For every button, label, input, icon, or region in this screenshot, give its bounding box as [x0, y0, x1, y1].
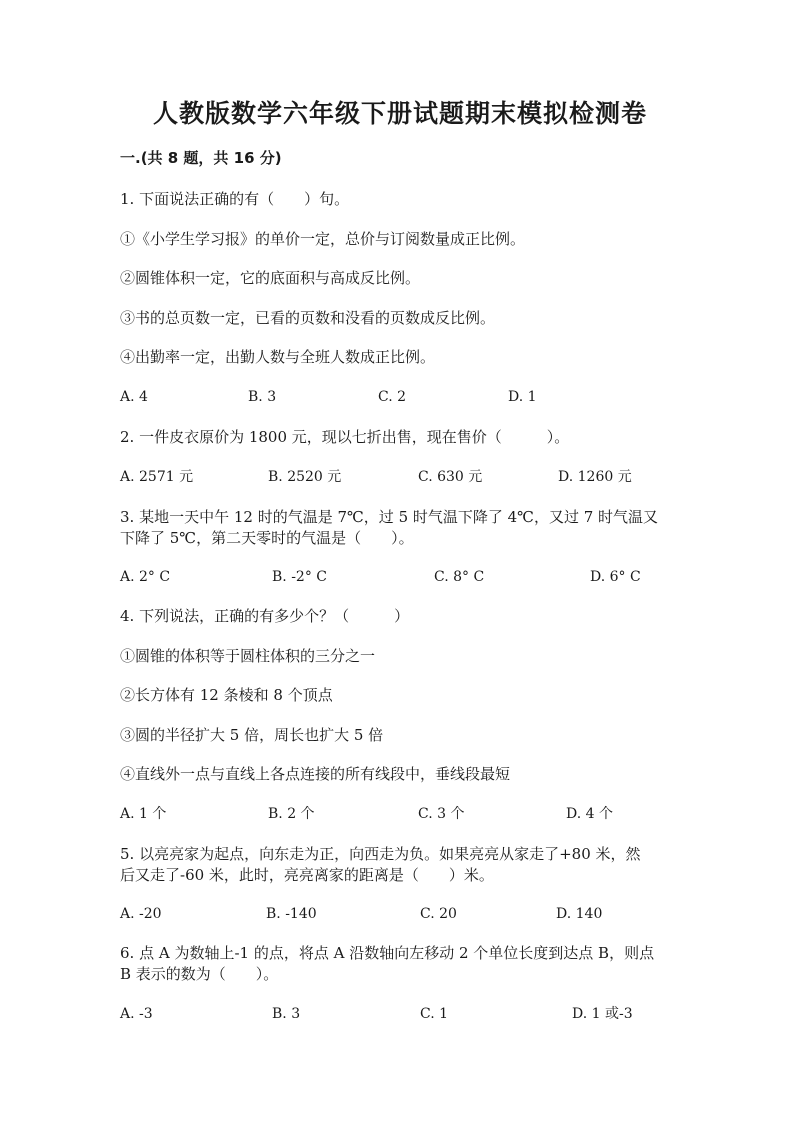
question-5-option-d: D. 140 — [556, 906, 603, 922]
question-4-option-c: C. 3 个 — [418, 806, 465, 822]
question-6-stem-line-1: 6. 点 A 为数轴上-1 的点，将点 A 沿数轴向左移动 2 个单位长度到达点 B，则点 — [120, 944, 655, 962]
question-1-statement-2: ②圆锥体积一定，它的底面积与高成反比例。 — [120, 269, 421, 287]
question-3-option-a: A. 2° C — [120, 569, 171, 585]
question-5-stem-line-2: 后又走了-60 米，此时，亮亮离家的距离是（ ）米。 — [120, 866, 494, 884]
question-4-stem: 4. 下列说法，正确的有多少个？（ ） — [120, 607, 410, 625]
question-4-option-d: D. 4 个 — [566, 806, 613, 822]
question-1-option-b: B. 3 — [248, 389, 277, 405]
question-1-option-c: C. 2 — [378, 389, 407, 405]
question-1-statement-4: ④出勤率一定，出勤人数与全班人数成正比例。 — [120, 348, 436, 366]
section-heading: 一.(共 8 题，共 16 分) — [120, 149, 282, 167]
question-5-option-a: A. -20 — [120, 906, 162, 922]
question-2-option-b: B. 2520 元 — [268, 469, 342, 485]
question-2-option-d: D. 1260 元 — [558, 469, 632, 485]
question-5-option-c: C. 20 — [420, 906, 457, 922]
question-4-option-b: B. 2 个 — [268, 806, 315, 822]
question-6-option-d: D. 1 或-3 — [572, 1006, 633, 1022]
question-4-statement-1: ①圆锥的体积等于圆柱体积的三分之一 — [120, 647, 376, 665]
question-6-option-b: B. 3 — [272, 1006, 301, 1022]
page-title: 人教版数学六年级下册试题期末模拟检测卷 — [152, 99, 647, 128]
question-4-statement-4: ④直线外一点与直线上各点连接的所有线段中，垂线段最短 — [120, 765, 511, 783]
question-6-option-a: A. -3 — [120, 1006, 153, 1022]
question-1-stem: 1. 下面说法正确的有（ ）句。 — [120, 190, 350, 208]
question-2-stem: 2. 一件皮衣原价为 1800 元，现以七折出售，现在售价（ ）。 — [120, 428, 570, 446]
question-1-option-d: D. 1 — [508, 389, 537, 405]
question-3-option-b: B. -2° C — [272, 569, 327, 585]
question-4-statement-2: ②长方体有 12 条棱和 8 个顶点 — [120, 686, 333, 704]
question-3-option-c: C. 8° C — [434, 569, 485, 585]
question-6-option-c: C. 1 — [420, 1006, 449, 1022]
question-3-stem-line-1: 3. 某地一天中午 12 时的气温是 7℃，过 5 时气温下降了 4℃，又过 7 时气温又 — [120, 508, 659, 526]
question-5-option-b: B. -140 — [266, 906, 317, 922]
question-1-option-a: A. 4 — [120, 389, 148, 405]
question-2-option-a: A. 2571 元 — [120, 469, 194, 485]
question-5-stem-line-1: 5. 以亮亮家为起点，向东走为正，向西走为负。如果亮亮从家走了+80 米，然 — [120, 845, 641, 863]
question-2-option-c: C. 630 元 — [418, 469, 483, 485]
question-6-stem-line-2: B 表示的数为（ ）。 — [120, 965, 279, 983]
question-3-option-d: D. 6° C — [590, 569, 641, 585]
question-4-option-a: A. 1 个 — [120, 806, 167, 822]
question-4-statement-3: ③圆的半径扩大 5 倍，周长也扩大 5 倍 — [120, 726, 384, 744]
question-1-statement-1: ①《小学生学习报》的单价一定，总价与订阅数量成正比例。 — [120, 230, 526, 248]
question-1-statement-3: ③书的总页数一定，已看的页数和没看的页数成反比例。 — [120, 309, 496, 327]
question-3-stem-line-2: 下降了 5℃，第二天零时的气温是（ ）。 — [120, 529, 414, 547]
